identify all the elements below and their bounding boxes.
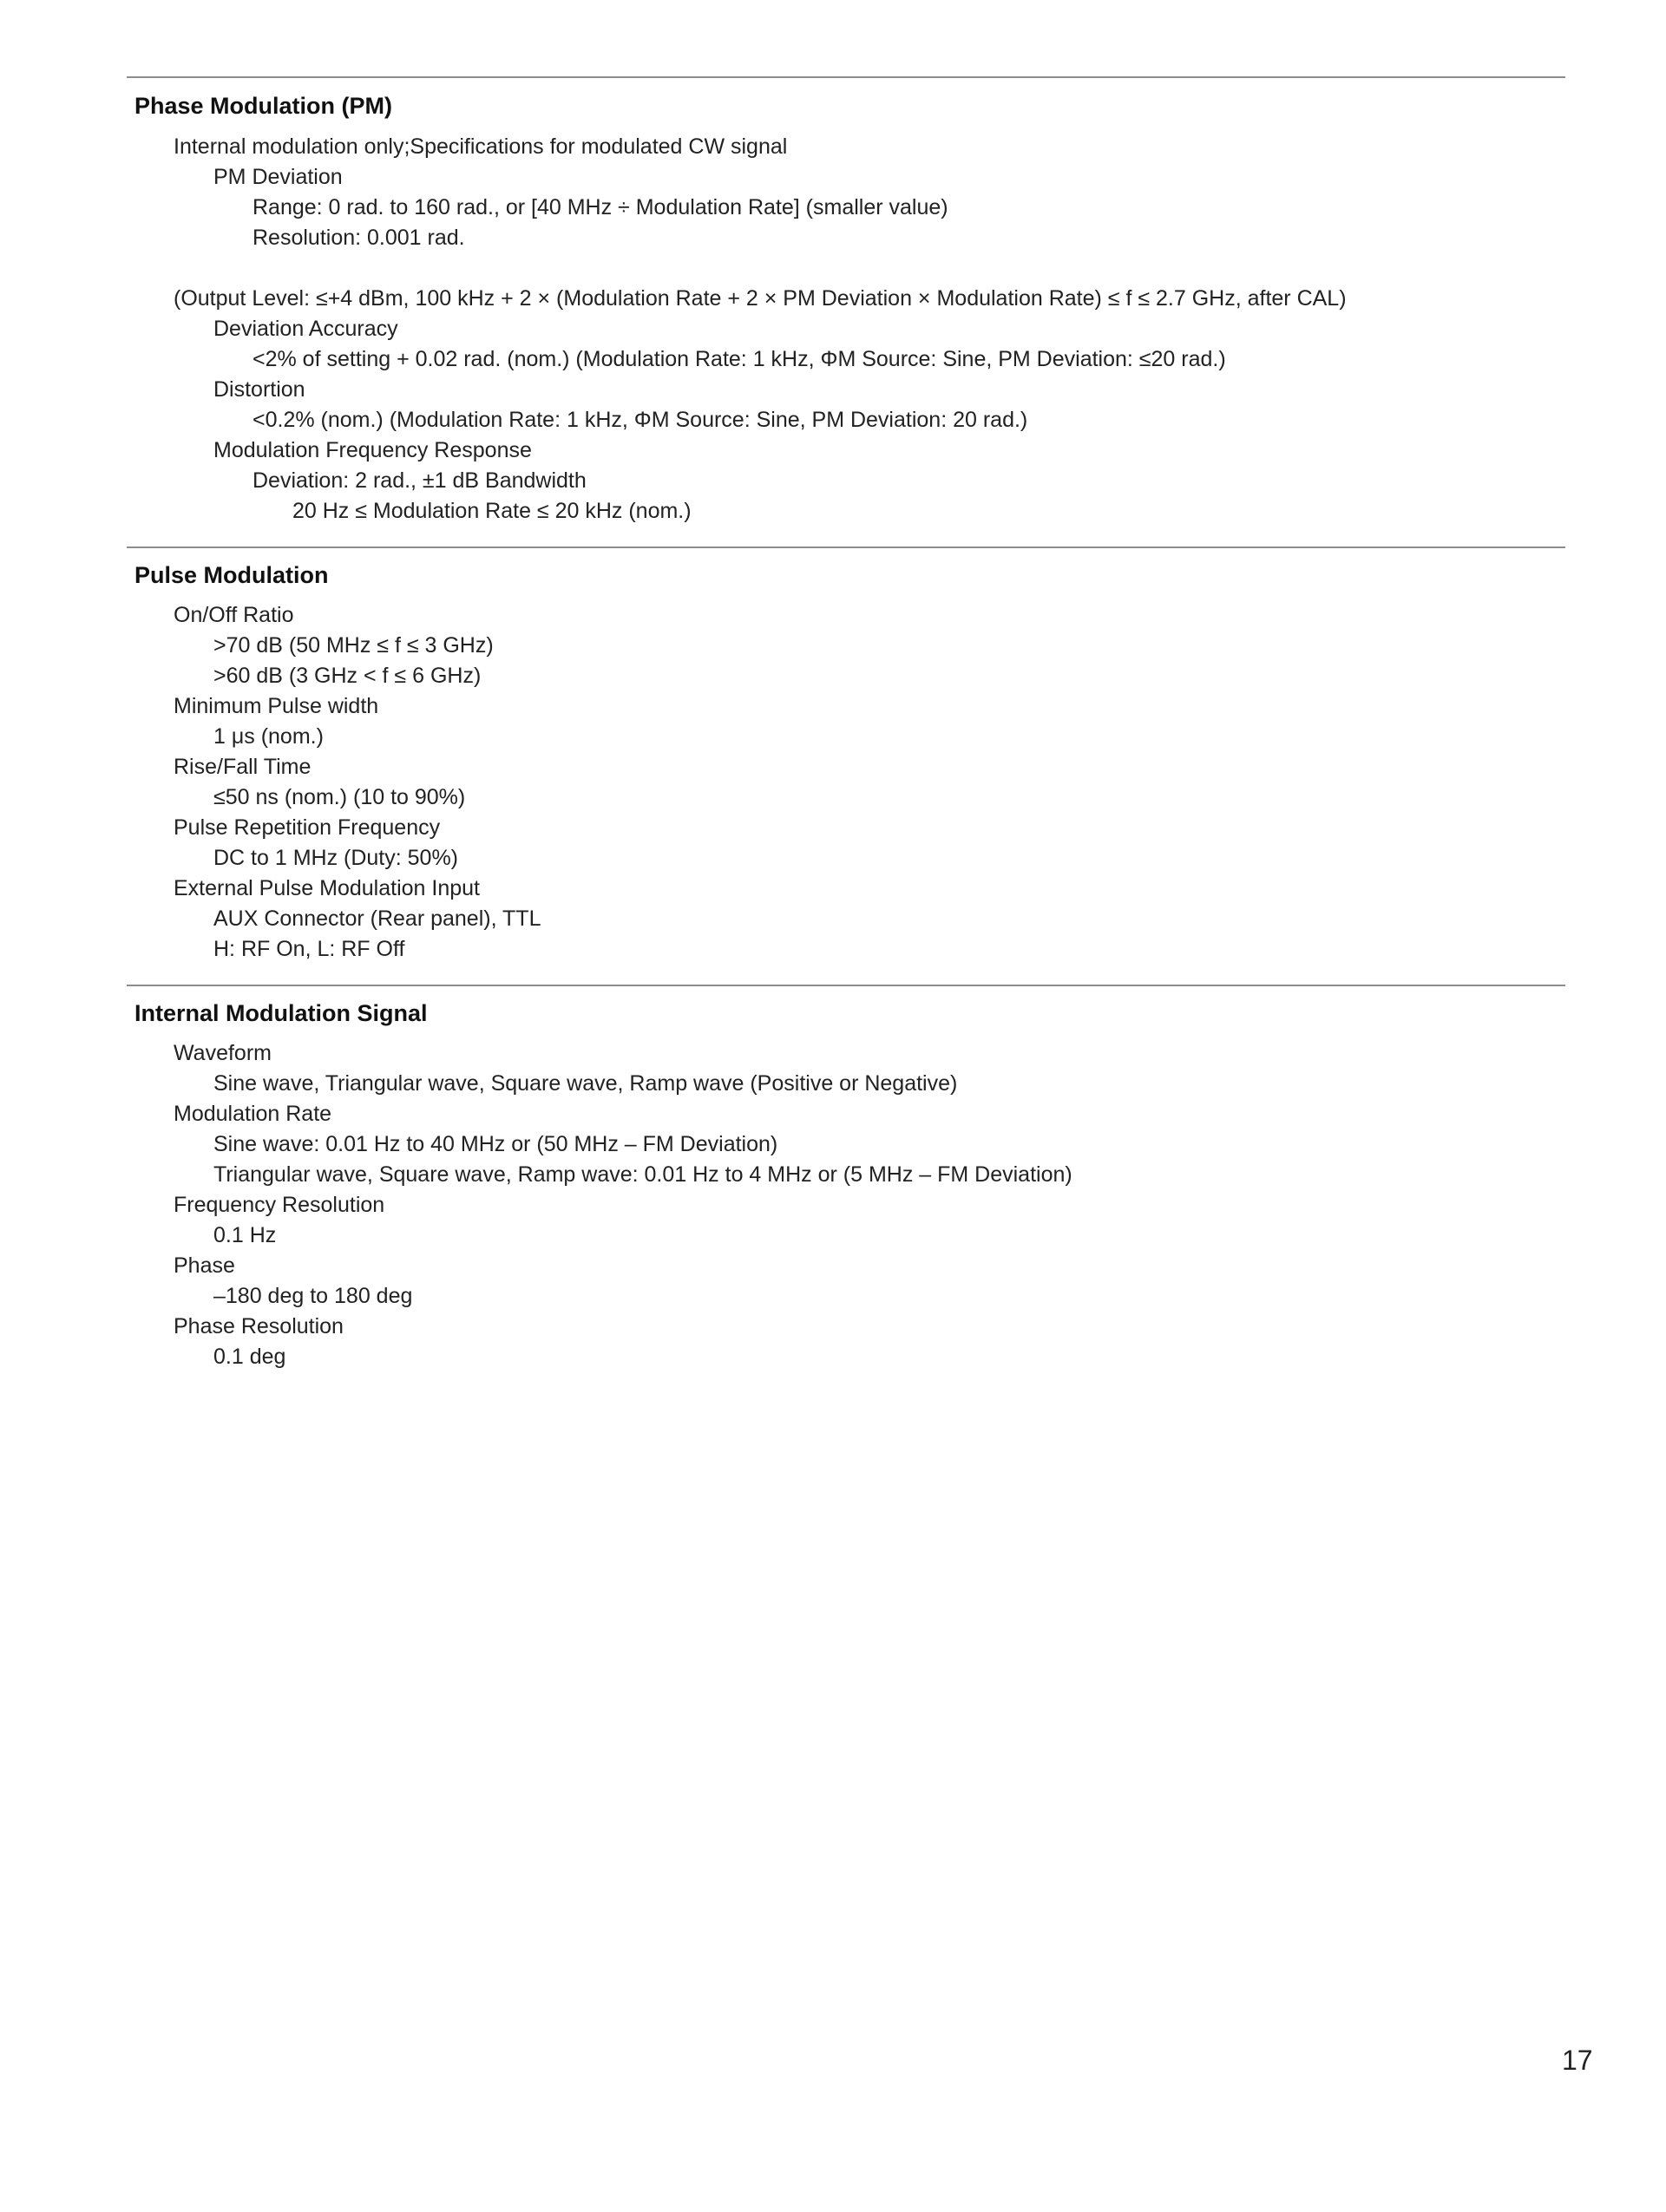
spec-line: Modulation Frequency Response xyxy=(213,438,532,462)
spec-line: 20 Hz ≤ Modulation Rate ≤ 20 kHz (nom.) xyxy=(292,499,692,523)
spec-line: 0.1 Hz xyxy=(213,1223,277,1247)
spec-line: >70 dB (50 MHz ≤ f ≤ 3 GHz) xyxy=(213,633,494,658)
spec-line: Deviation: 2 rad., ±1 dB Bandwidth xyxy=(253,468,587,493)
spec-line: AUX Connector (Rear panel), TTL xyxy=(213,906,541,931)
spec-line: Waveform xyxy=(174,1041,272,1065)
spec-line: Modulation Rate xyxy=(174,1102,332,1126)
spec-line: Frequency Resolution xyxy=(174,1193,385,1217)
section-divider-pulse xyxy=(127,546,1565,548)
spec-line: Rise/Fall Time xyxy=(174,755,312,779)
spec-line: Sine wave: 0.01 Hz to 40 MHz or (50 MHz – FM Deviation) xyxy=(213,1132,778,1156)
spec-line: ≤50 ns (nom.) (10 to 90%) xyxy=(213,785,466,809)
spec-line: 1 μs (nom.) xyxy=(213,724,324,749)
spec-line: <2% of setting + 0.02 rad. (nom.) (Modulation Rate: 1 kHz, ΦM Source: Sine, PM Deviation: ≤20 rad.) xyxy=(253,347,1226,371)
spec-line: Resolution: 0.001 rad. xyxy=(253,226,465,250)
spec-line: >60 dB (3 GHz < f ≤ 6 GHz) xyxy=(213,664,482,688)
section-divider-pm xyxy=(127,76,1565,78)
spec-line: (Output Level: ≤+4 dBm, 100 kHz + 2 × (Modulation Rate + 2 × PM Deviation × Modulation Rate) ≤ f ≤ 2.7 GHz, after CAL) xyxy=(174,286,1347,311)
spec-line: H: RF On, L: RF Off xyxy=(213,937,405,961)
spec-line: Deviation Accuracy xyxy=(213,317,398,341)
section-heading-phase-modulation: Phase Modulation (PM) xyxy=(134,93,392,119)
section-heading-pulse-modulation: Pulse Modulation xyxy=(134,562,329,588)
spec-line: Triangular wave, Square wave, Ramp wave: 0.01 Hz to 4 MHz or (5 MHz – FM Deviation) xyxy=(213,1162,1072,1187)
spec-line: DC to 1 MHz (Duty: 50%) xyxy=(213,846,459,870)
spec-line: PM Deviation xyxy=(213,165,343,189)
spec-line: Phase xyxy=(174,1253,235,1278)
spec-line: External Pulse Modulation Input xyxy=(174,876,480,900)
spec-line: Pulse Repetition Frequency xyxy=(174,815,441,840)
spec-line: Minimum Pulse width xyxy=(174,694,379,718)
spec-line: Phase Resolution xyxy=(174,1314,344,1338)
spec-line: 0.1 deg xyxy=(213,1345,286,1369)
spec-line: On/Off Ratio xyxy=(174,603,294,627)
section-heading-internal-modulation-signal: Internal Modulation Signal xyxy=(134,1000,428,1026)
spec-line: Sine wave, Triangular wave, Square wave, Ramp wave (Positive or Negative) xyxy=(213,1071,958,1096)
spec-line: <0.2% (nom.) (Modulation Rate: 1 kHz, ΦM Source: Sine, PM Deviation: 20 rad.) xyxy=(253,408,1028,432)
section-divider-internal xyxy=(127,985,1565,986)
spec-line: Internal modulation only;Specifications for modulated CW signal xyxy=(174,134,788,159)
spec-line: Distortion xyxy=(213,377,305,402)
spec-line: –180 deg to 180 deg xyxy=(213,1284,413,1308)
page-number: 17 xyxy=(1562,2045,1593,2076)
spec-line: Range: 0 rad. to 160 rad., or [40 MHz ÷ Modulation Rate] (smaller value) xyxy=(253,195,948,219)
